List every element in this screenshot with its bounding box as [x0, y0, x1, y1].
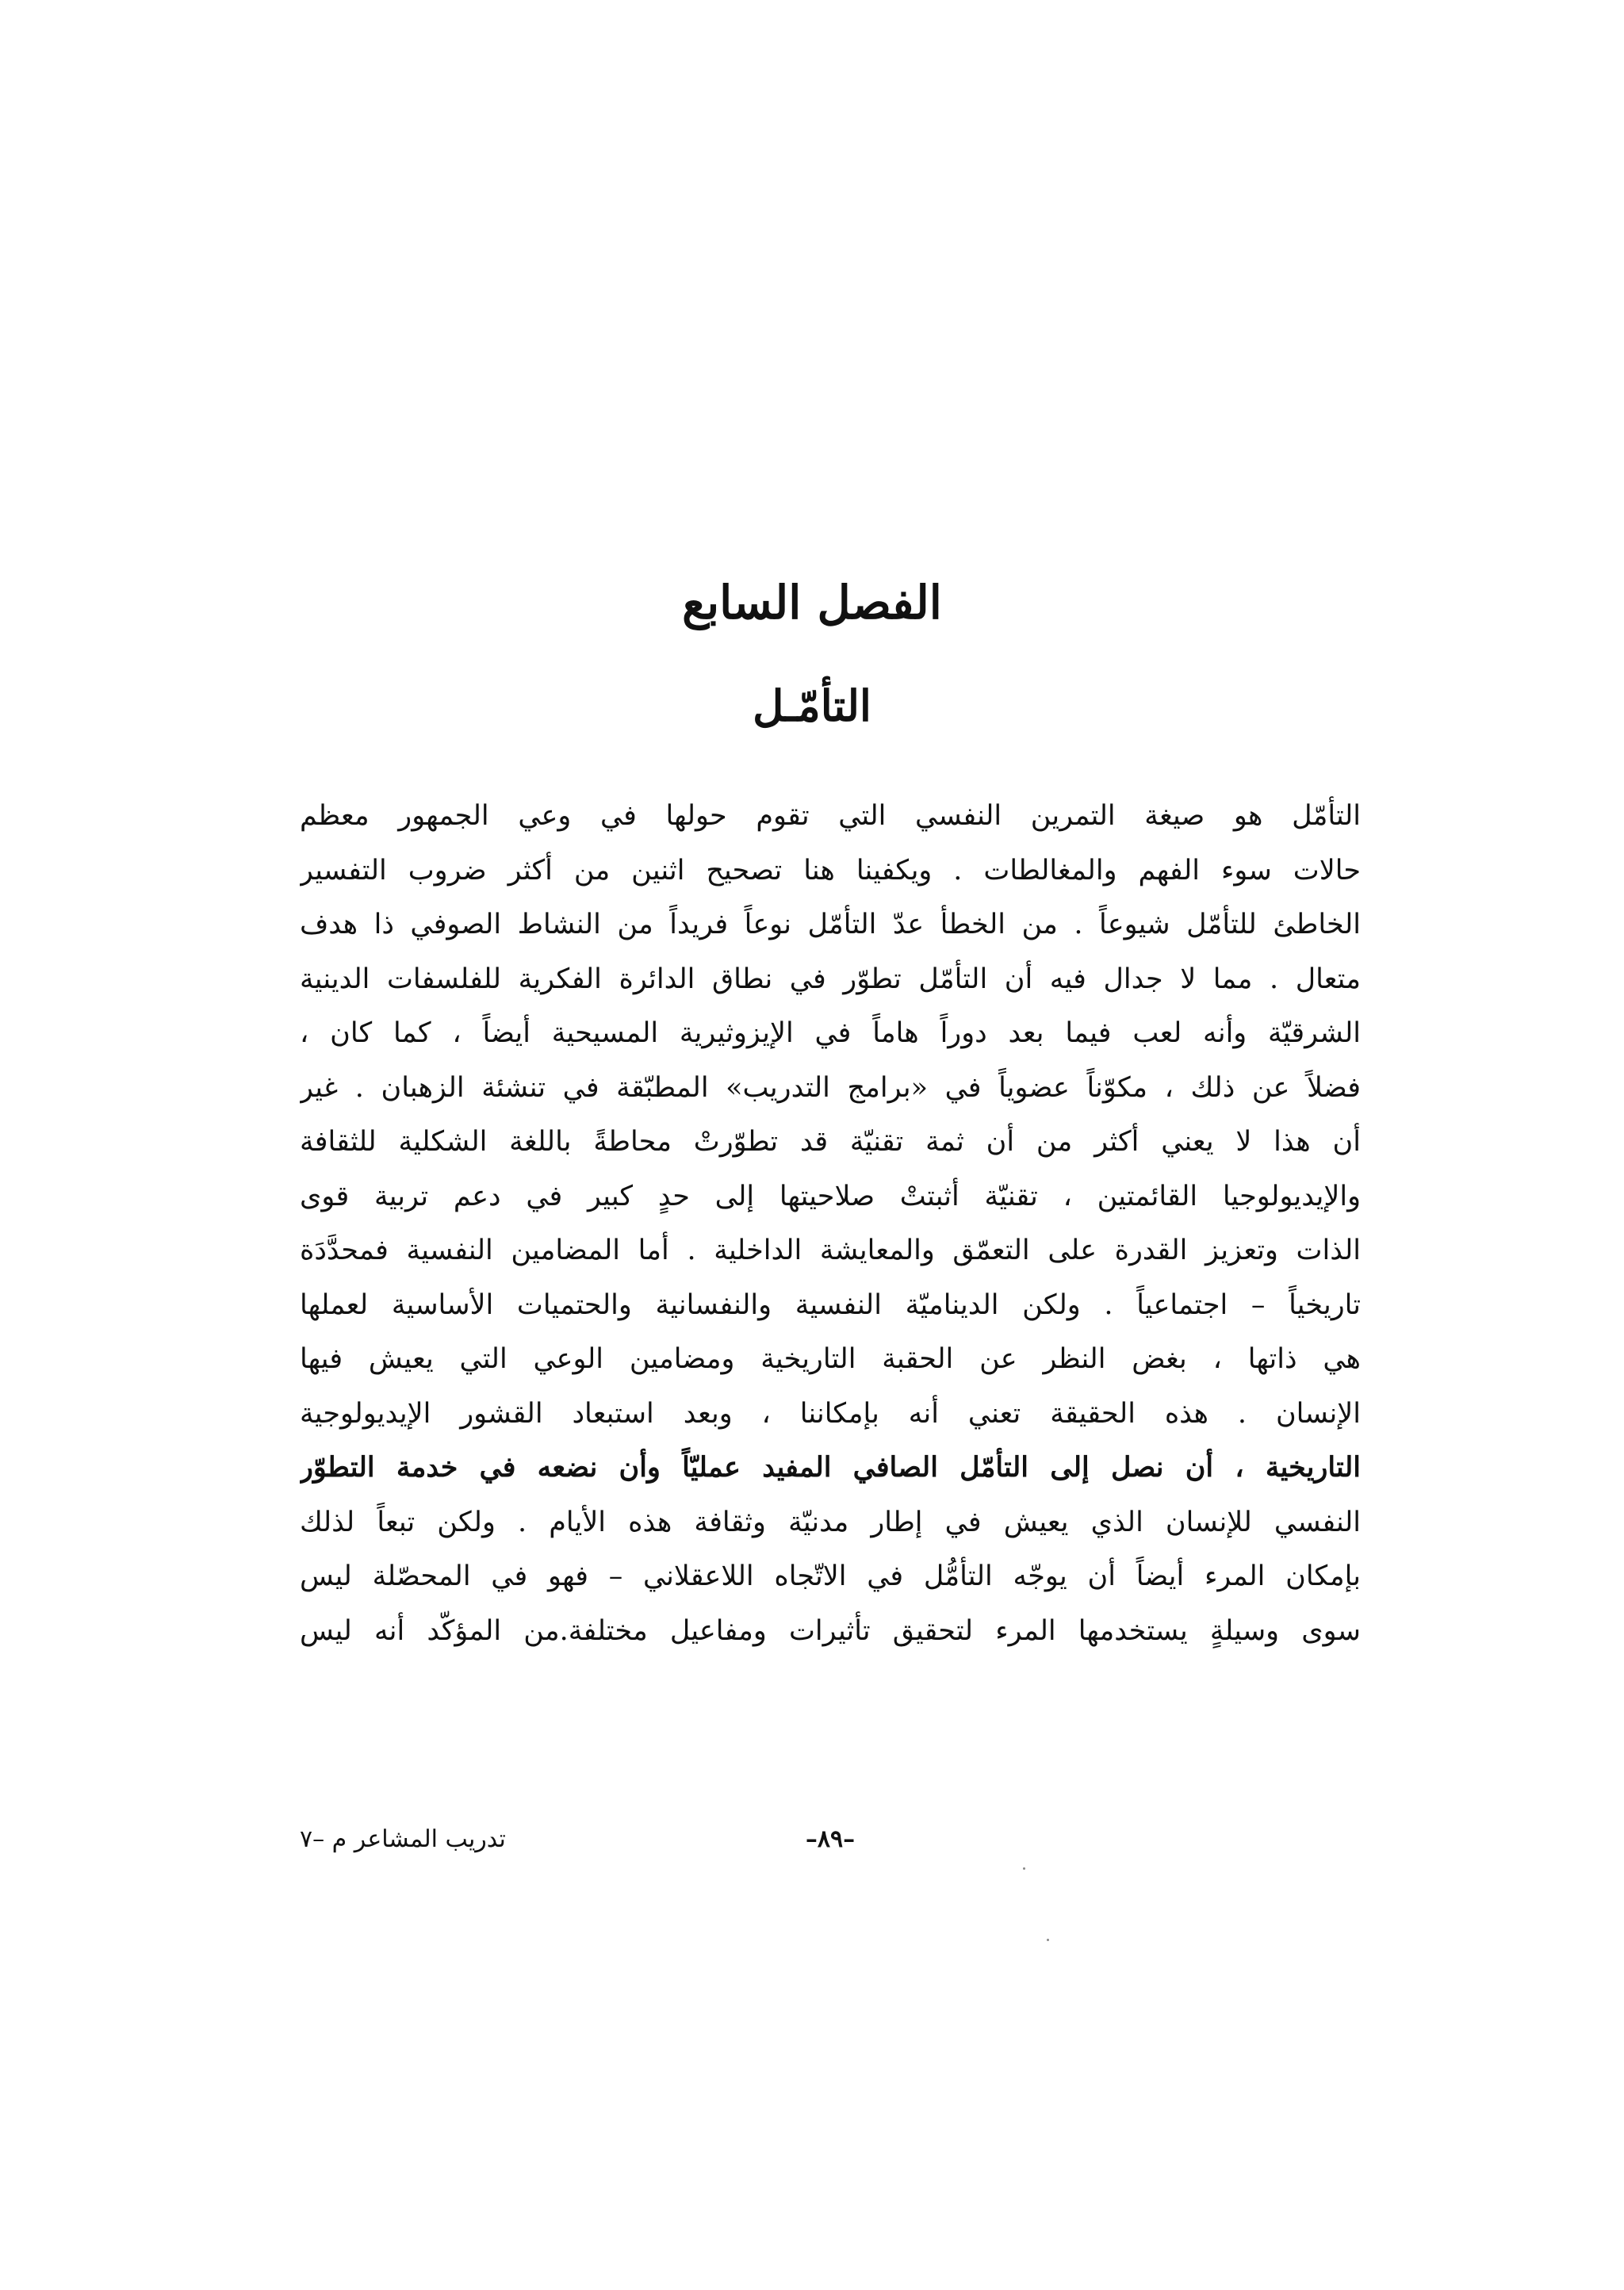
text-line: الشرقيّة وأنه لعب فيما بعد دوراً هاماً في الإيزوثيرية المسيحية أيضاً ، كما كان ،	[300, 1017, 1361, 1049]
text-line: أن هذا لا يعني أكثر من أن ثمة تقنيّة قد تطوّرتْ محاطةً باللغة الشكلية للثقافة	[300, 1126, 1361, 1158]
text-line: النفسي للإنسان الذي يعيش في إطار مدنيّة وثقافة هذه الأيام . ولكن تبعاً لذلك	[300, 1506, 1361, 1538]
text-line: الذات وتعزيز القدرة على التعمّق والمعايشة الداخلية . أما المضامين النفسية فمحدَّدَة	[300, 1235, 1361, 1266]
chapter-title: الفصل السابع	[682, 576, 942, 630]
text-line: متعال . مما لا جدال فيه أن التأمّل تطوّر في نطاق الدائرة الفكرية للفلسفات الدينية	[300, 963, 1361, 995]
text-line: سوى وسيلةٍ يستخدمها المرء لتحقيق تأثيرات ومفاعيل مختلفة.من المؤكّد أنه ليس	[300, 1614, 1361, 1647]
text-line: بإمكان المرء أيضاً أن يوجّه التأمُّل في الاتّجاه اللاعقلاني – فهو في المحصّلة ليس	[300, 1560, 1361, 1592]
scan-speck	[1023, 1867, 1025, 1870]
page-footer	[300, 1816, 1361, 1863]
body-paragraph	[300, 789, 1361, 1658]
text-line: الإنسان . هذه الحقيقة تعني أنه بإمكاننا ، وبعد استبعاد القشور الإيديولوجية	[300, 1397, 1361, 1430]
text-line: حالات سوء الفهم والمغالطات . ويكفينا هنا تصحيح اثنين من أكثر ضروب التفسير	[300, 854, 1361, 887]
text-line: فضلاً عن ذلك ، مكوّناً عضوياً في «برامج التدريب» المطبّقة في تنشئة الزهبان . غير	[300, 1071, 1361, 1104]
book-reference: تدريب المشاعر م –٧	[300, 1825, 506, 1853]
text-line: التاريخية ، أن نصل إلى التأمّل الصافي المفيد عمليّاً وأن نضعه في خدمة التطوّر	[300, 1451, 1361, 1484]
scan-speck	[1047, 1939, 1049, 1941]
text-line: هي ذاتها ، بغض النظر عن الحقبة التاريخية ومضامين الوعي التي يعيش فيها	[300, 1343, 1361, 1375]
text-line: تاريخياً – اجتماعياً . ولكن الديناميّة النفسية والنفسانية والحتميات الأساسية لعملها	[300, 1289, 1361, 1321]
page-number: –٨٩–	[805, 1825, 856, 1853]
section-title: التأمّـل	[753, 680, 871, 731]
text-line: التأمّل هو صيغة التمرين النفسي التي تقوم حولها في وعي الجمهور معظم	[300, 800, 1361, 832]
text-line: الخاطئ للتأمّل شيوعاً . من الخطأ عدّ التأمّل نوعاً فريداً من النشاط الصوفي ذا هدف	[300, 909, 1361, 940]
text-line: والإيديولوجيا القائمتين ، تقنيّة أثبتتْ صلاحيتها إلى حدٍ كبير في دعم تربية قوى	[300, 1180, 1361, 1212]
